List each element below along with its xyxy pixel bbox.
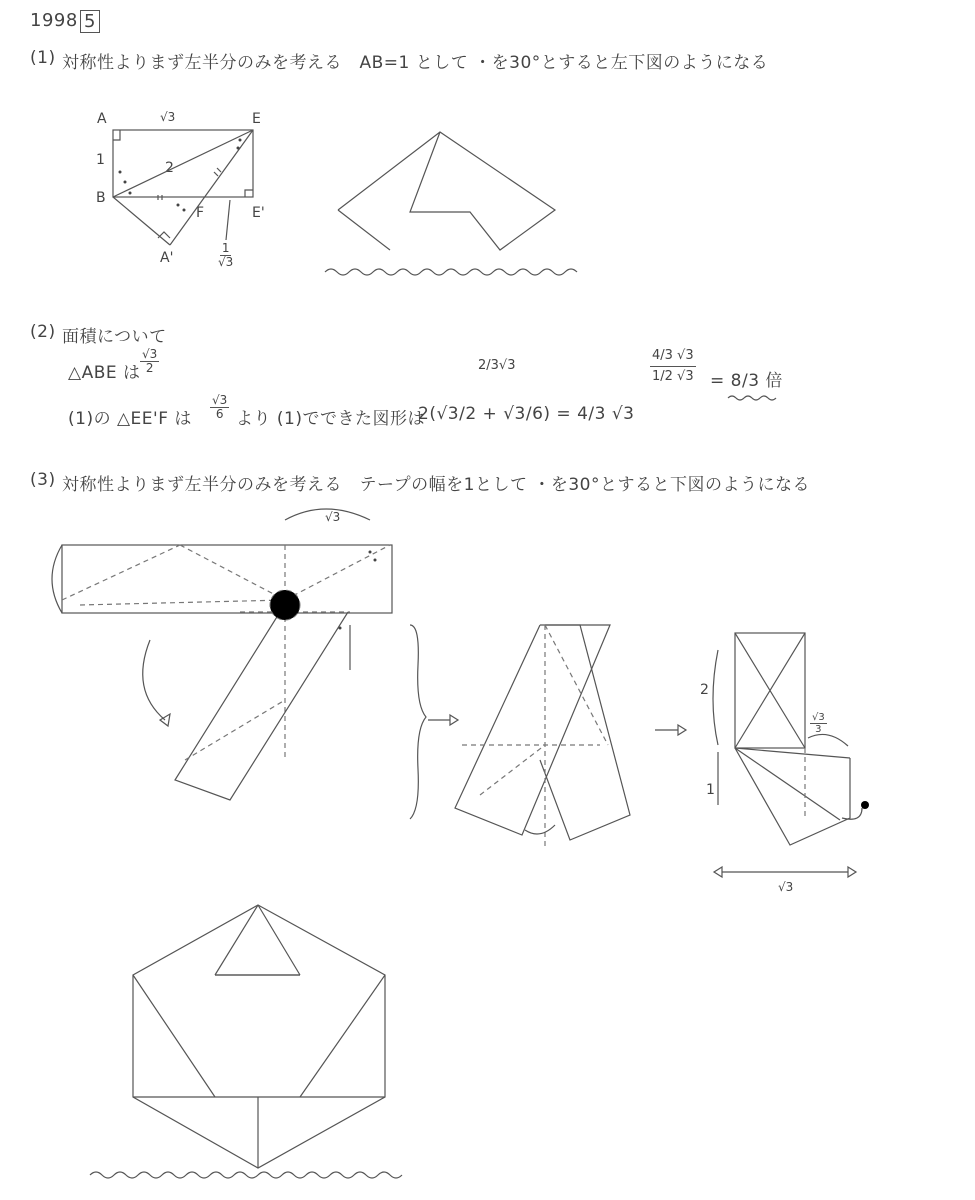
part2-line2-a: (1)の △EE'F は bbox=[68, 409, 192, 429]
part3-small-fraction: $\frac{√3}{3}$ bbox=[812, 712, 825, 735]
part2-line2-b: より (1)でできた図形は bbox=[236, 409, 425, 429]
part2-line1-fraction: $\frac{√3}{2}$ bbox=[142, 347, 158, 375]
part2-label: (2) bbox=[30, 322, 56, 342]
figure-tape-fold bbox=[52, 509, 392, 800]
part1-label: (1) bbox=[30, 48, 56, 68]
header-problem-number: 5 bbox=[80, 10, 100, 33]
figure-final-fold bbox=[713, 633, 869, 877]
label-AB-length: 1 bbox=[96, 152, 105, 168]
part3-side-two: 2 bbox=[700, 682, 709, 698]
part3-bottom-width: √3 bbox=[778, 880, 794, 894]
part3-top-width: √3 bbox=[325, 510, 341, 524]
label-small-fraction: $\frac{1}{√3}$ bbox=[218, 241, 234, 269]
part2-ratio-result: = 8/3 倍 bbox=[710, 371, 783, 391]
figure-rectangle-fold bbox=[113, 130, 253, 245]
part2-line2-c: 2(√3/2 + √3/6) = 4/3 √3 bbox=[418, 404, 635, 424]
figure-crossed-strips bbox=[455, 625, 630, 850]
part1-text: 対称性よりまず左半分のみを考える AB=1 として ・を30°とすると左下図のようになる bbox=[62, 53, 769, 73]
label-B: B bbox=[96, 190, 106, 206]
part2-line1-prefix: △ABE は bbox=[68, 363, 141, 383]
label-BE-length: 2 bbox=[165, 160, 174, 176]
figure-folded-shape bbox=[325, 132, 577, 275]
part2-title: 面積について bbox=[62, 327, 167, 347]
label-AE-length: √3 bbox=[160, 110, 176, 124]
part2-line2-fraction: $\frac{√3}{6}$ bbox=[212, 393, 228, 421]
part2-aside: 2/3√3 bbox=[478, 358, 516, 373]
figure-hexagon bbox=[90, 905, 402, 1178]
part3-side-one: 1 bbox=[706, 782, 715, 798]
label-F: F bbox=[196, 205, 205, 221]
header-year: 1998 bbox=[30, 10, 78, 31]
part2-ratio-fraction: $\frac{4/3 √3}{1/2 √3}$ bbox=[652, 348, 694, 384]
label-A: A bbox=[97, 111, 107, 127]
label-E-prime: E' bbox=[252, 205, 265, 221]
part3-text: 対称性よりまず左半分のみを考える テープの幅を1として ・を30°とすると下図のようになる bbox=[62, 475, 810, 495]
label-E: E bbox=[252, 111, 261, 127]
part3-label: (3) bbox=[30, 470, 56, 490]
label-A-prime: A' bbox=[160, 250, 174, 266]
